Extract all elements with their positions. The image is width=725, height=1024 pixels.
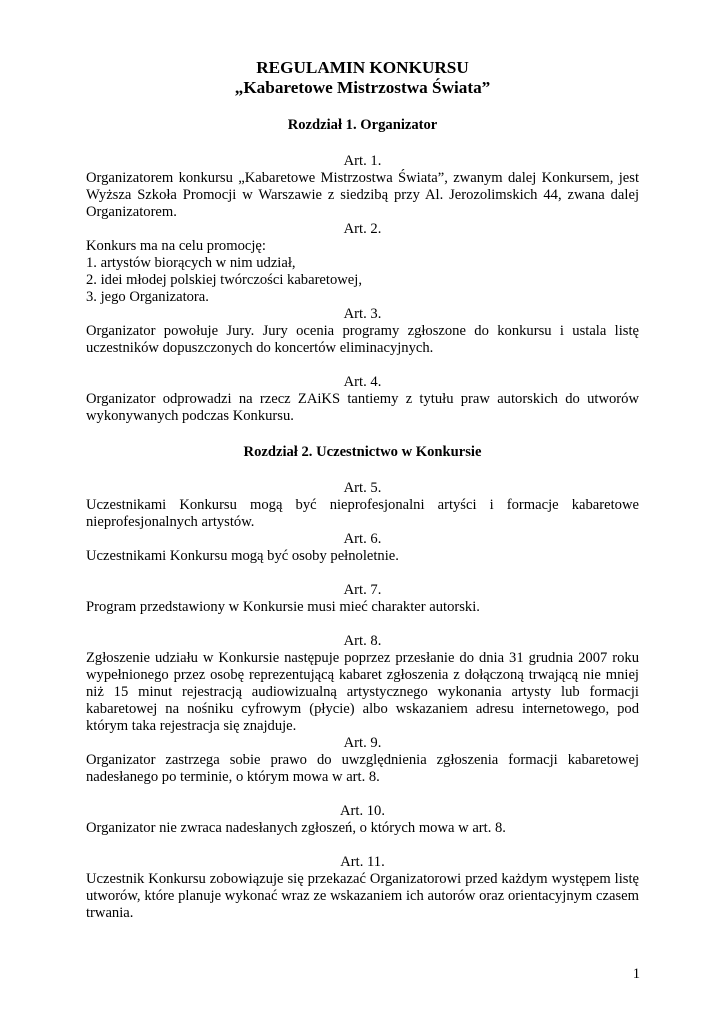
art-6-text: Uczestnikami Konkursu mogą być osoby pełnoletnie. bbox=[86, 548, 399, 564]
art-5-text: Uczestnikami Konkursu mogą być nieprofesjonalni artyści i formacje kabaretowe nieprofesjonalnych artystów. bbox=[86, 497, 639, 530]
art-10-label: Art. 10. bbox=[340, 803, 385, 819]
art-9-text: Organizator zastrzega sobie prawo do uwzględnienia zgłoszenia formacji kabaretowej nadesłanego po terminie, o którym mowa w art. 8. bbox=[86, 752, 639, 785]
art-7-text: Program przedstawiony w Konkursie musi mieć charakter autorski. bbox=[86, 599, 480, 615]
art-6-label: Art. 6. bbox=[343, 531, 382, 547]
art-8-text: Zgłoszenie udziału w Konkursie następuje poprzez przesłanie do dnia 31 grudnia 2007 roku wypełnionego przez osobę reprezentującą kabaret zgłoszenia z dołączoną trwającą nie mniej niż 15 minut rejestracją audiowizualną artystycznego wykonania artysty lub formacji kabaretowej na nośniku cyfrowym (płycie) albo wskazaniem adresu internetowego, pod którym taka rejestracja się znajduje. bbox=[86, 650, 639, 734]
art-10-text: Organizator nie zwraca nadesłanych zgłoszeń, o których mowa w art. 8. bbox=[86, 820, 506, 836]
art-2-label: Art. 2. bbox=[343, 221, 382, 237]
art-11-text: Uczestnik Konkursu zobowiązuje się przekazać Organizatorowi przed każdym występem listę utworów, które planuje wykonać wraz ze wskazaniem ich autorów oraz orientacyjnym czasem trwania. bbox=[86, 871, 639, 921]
art-1-text: Organizatorem konkursu „Kabaretowe Mistrzostwa Świata”, zwanym dalej Konkursem, jest Wyższa Szkoła Promocji w Warszawie z siedzibą przy Al. Jerozolimskich 44, zwana dalej Organizatorem. bbox=[86, 170, 639, 220]
art-3-label: Art. 3. bbox=[343, 306, 382, 322]
art-9-label: Art. 9. bbox=[343, 735, 382, 751]
art-4-label: Art. 4. bbox=[343, 374, 382, 390]
art-5-label: Art. 5. bbox=[343, 480, 382, 496]
document-title: REGULAMIN KONKURSU bbox=[256, 58, 469, 77]
chapter-1-heading: Rozdział 1. Organizator bbox=[287, 117, 438, 133]
art-4-text: Organizator odprowadzi na rzecz ZAiKS tantiemy z tytułu praw autorskich do utworów wykonywanych podczas Konkursu. bbox=[86, 391, 639, 424]
document-subtitle: „Kabaretowe Mistrzostwa Świata” bbox=[234, 78, 491, 97]
document-page bbox=[86, 58, 639, 922]
art-11-label: Art. 11. bbox=[340, 854, 385, 870]
art-2-item: 3. jego Organizatora. bbox=[86, 289, 209, 305]
art-1-label: Art. 1. bbox=[343, 153, 382, 169]
chapter-2-heading: Rozdział 2. Uczestnictwo w Konkursie bbox=[243, 444, 482, 460]
art-8-label: Art. 8. bbox=[343, 633, 382, 649]
page-number: 1 bbox=[632, 966, 640, 982]
art-7-label: Art. 7. bbox=[343, 582, 382, 598]
art-2-intro: Konkurs ma na celu promocję: bbox=[86, 238, 266, 254]
art-2-item: 1. artystów biorących w nim udział, bbox=[86, 255, 296, 271]
art-3-text: Organizator powołuje Jury. Jury ocenia programy zgłoszone do konkursu i ustala listę uczestników dopuszczonych do koncertów eliminacyjnych. bbox=[86, 323, 639, 356]
art-2-item: 2. idei młodej polskiej twórczości kabaretowej, bbox=[86, 272, 362, 288]
